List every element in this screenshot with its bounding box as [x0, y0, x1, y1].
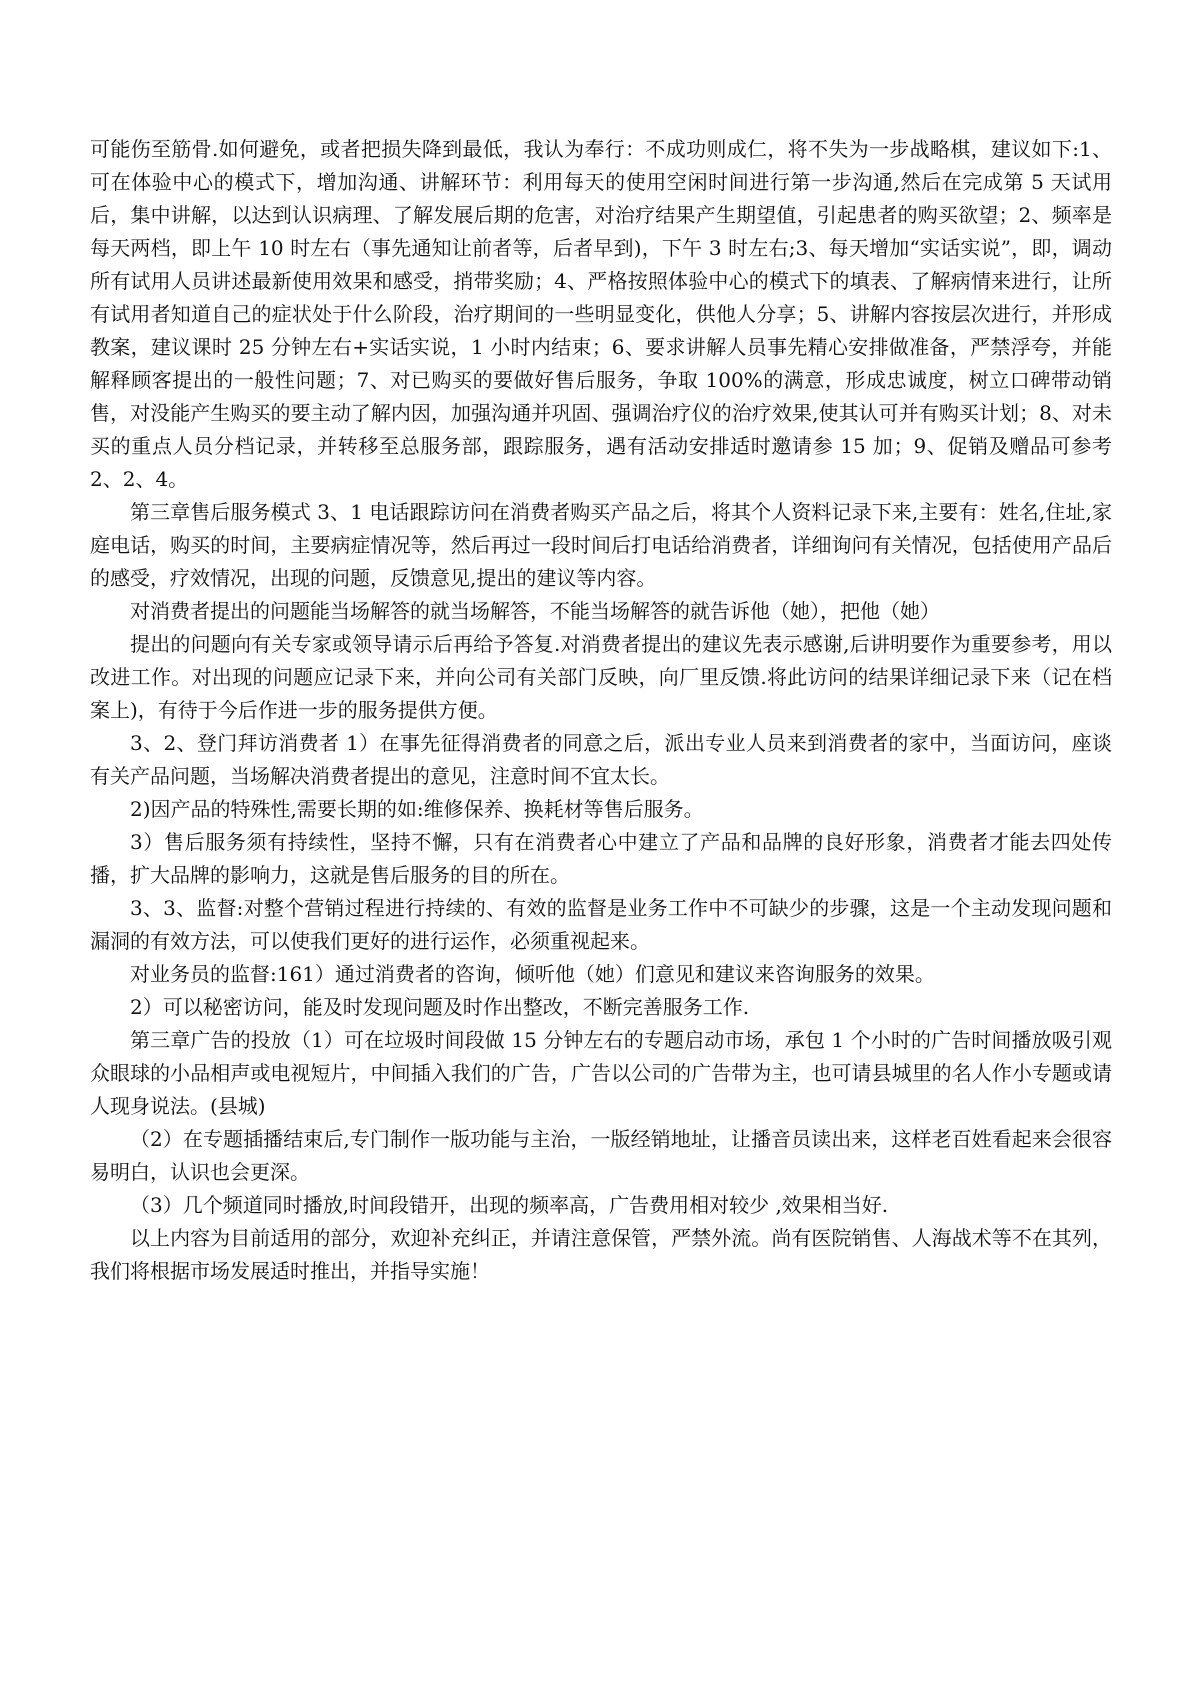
paragraph: 第三章广告的投放（1）可在垃圾时间段做 15 分钟左右的专题启动市场，承包 1 个小时的广告时间播放吸引观众眼球的小品相声或电视短片，中间插入我们的广告，广告以公司的广告带为主，也可请县城里的名人作小专题或请人现身说法。(县城): [90, 1028, 1112, 1118]
document-body: [90, 133, 1112, 1288]
paragraph: 3、3、监督:对整个营销过程进行持续的、有效的监督是业务工作中不可缺少的步骤，这是一个主动发现问题和漏洞的有效方法，可以使我们更好的进行运作，必须重视起来。: [90, 896, 1112, 953]
paragraph: 第三章售后服务模式 3、1 电话跟踪访问在消费者购买产品之后，将其个人资料记录下来,主要有：姓名,住址,家庭电话，购买的时间，主要病症情况等，然后再过一段时间后打电话给消费者，详细询问有关情况，包括使用产品后的感受，疗效情况，出现的问题，反馈意见,提出的建议等内容。: [90, 500, 1112, 590]
paragraph: 3）售后服务须有持续性，坚持不懈，只有在消费者心中建立了产品和品牌的良好形象，消费者才能去四处传播，扩大品牌的影响力，这就是售后服务的目的所在。: [90, 830, 1112, 887]
paragraph: 对消费者提出的问题能当场解答的就当场解答，不能当场解答的就告诉他（她），把他（她）: [130, 599, 940, 623]
paragraph: 可能伤至筋骨.如何避免，或者把损失降到最低，我认为奉行：不成功则成仁，将不失为一步战略棋，建议如下:1、可在体验中心的模式下，增加沟通、讲解环节：利用每天的使用空闲时间进行第一步沟通,然后在完成第 5 天试用后，集中讲解，以达到认识病理、了解发展后期的危害，对治疗结果产生期望值，引起患者的购买欲望；2、频率是每天两档，即上午 10 时左右（事先通知让前者等，后者早到)，下午 3 时左右;3、每天增加“实话实说”，即，调动所有试用人员讲述最新使用效果和感受，捎带奖励；4、严格按照体验中心的模式下的填表、了解病情来进行，让所有试用者知道自己的症状处于什么阶段，治疗期间的一些明显变化，供他人分享；5、讲解内容按层次进行，并形成教案，建议课时 25 分钟左右+实话实说，1 小时内结束；6、要求讲解人员事先精心安排做准备，严禁浮夸，并能解释顾客提出的一般性问题；7、对已购买的要做好售后服务，争取 100%的满意，形成忠诚度，树立口碑带动销售，对没能产生购买的要主动了解内因，加强沟通并巩固、强调治疗仪的治疗效果,使其认可并有购买计划；8、对未买的重点人员分档记录，并转移至总服务部，跟踪服务，遇有活动安排适时邀请参 15 加；9、促销及赠品可参考 2、2、4。: [90, 137, 1112, 491]
paragraph: 以上内容为目前适用的部分，欢迎补充纠正，并请注意保管，严禁外流。尚有医院销售、人海战术等不在其列，我们将根据市场发展适时推出，并指导实施！: [90, 1226, 1112, 1283]
paragraph: （2）在专题插播结束后,专门制作一版功能与主治，一版经销地址，让播音员读出来，这样老百姓看起来会很容易明白，认识也会更深。: [90, 1127, 1112, 1184]
paragraph: 提出的问题向有关专家或领导请示后再给予答复.对消费者提出的建议先表示感谢,后讲明要作为重要参考，用以改进工作。对出现的问题应记录下来，并向公司有关部门反映，向厂里反馈.将此访问的结果详细记录下来（记在档案上)，有待于今后作进一步的服务提供方便。: [90, 632, 1112, 722]
paragraph: （3）几个频道同时播放,时间段错开，出现的频率高，广告费用相对较少 ,效果相当好.: [130, 1193, 889, 1217]
paragraph: 2）可以秘密访问，能及时发现问题及时作出整改，不断完善服务工作.: [130, 995, 750, 1019]
paragraph: 2)因产品的特殊性,需要长期的如:维修保养、换耗材等售后服务。: [130, 797, 704, 821]
paragraph: 对业务员的监督:161）通过消费者的咨询，倾听他（她）们意见和建议来咨询服务的效果。: [130, 962, 935, 986]
paragraph: 3、2、登门拜访消费者 1）在事先征得消费者的同意之后，派出专业人员来到消费者的家中，当面访问，座谈有关产品问题，当场解决消费者提出的意见，注意时间不宜太长。: [90, 731, 1112, 788]
